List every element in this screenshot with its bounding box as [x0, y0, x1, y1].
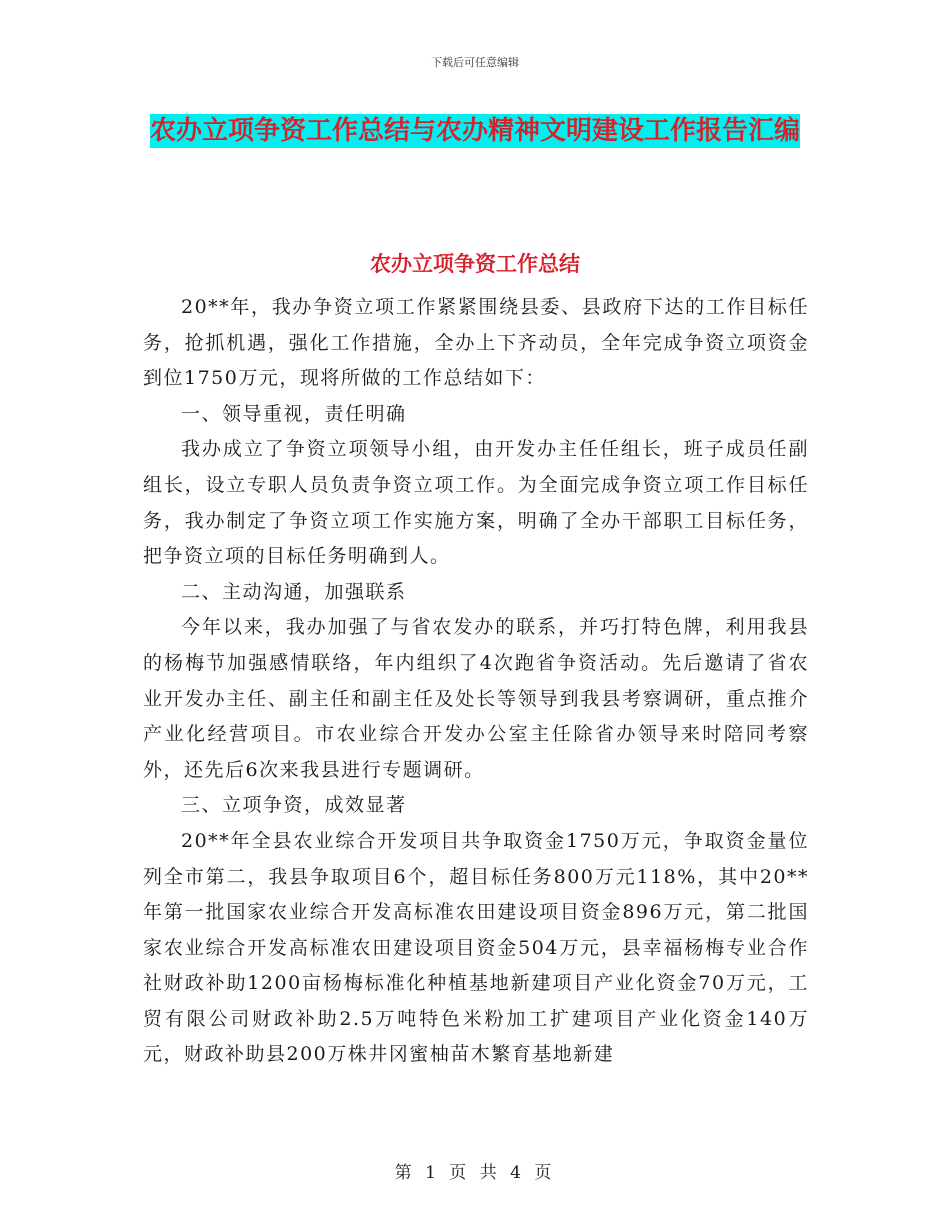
heading-3: 三、立项争资，成效显著 — [181, 794, 407, 817]
paragraph-1: 我办成立了争资立项领导小组，由开发办主任任组长，班子成员任副组长，设立专职人员负责争资立项工作。为全面完成争资立项工作目标任务，我办制定了争资立项工作实施方案，明确了全办干部职工目标任务，把争资立项的目标任务明确到人。 — [143, 438, 809, 568]
section-title: 农办立项争资工作总结 — [370, 252, 580, 276]
heading-1: 一、领导重视，责任明确 — [181, 402, 407, 425]
paragraph-intro: 20**年，我办争资立项工作紧紧围绕县委、县政府下达的工作目标任务，抢抓机遇，强化工作措施，全办上下齐动员，全年完成争资立项资金到位1750万元，现将所做的工作总结如下： — [143, 296, 809, 390]
heading-2: 二、主动沟通，加强联系 — [181, 580, 407, 603]
document-title — [120, 108, 830, 154]
document-body — [143, 290, 809, 1073]
document-title-text: 农办立项争资工作总结与农办精神文明建设工作报告汇编 — [149, 116, 800, 146]
paragraph-2: 今年以来，我办加强了与省农发办的联系，并巧打特色牌，利用我县的杨梅节加强感情联络，年内组织了4次跑省争资活动。先后邀请了省农业开发办主任、副主任和副主任及处长等领导到我县考察调研，重点推介产业化经营项目。市农业综合开发办公室主任除省办领导来时陪同考察外，还先后6次来我县进行专题调研。 — [143, 616, 809, 781]
header-note: 下载后可任意编辑 — [431, 56, 519, 69]
paragraph-3: 20**年全县农业综合开发项目共争取资金1750万元，争取资金量位列全市第二，我县争取项目6个，超目标任务800万元118%，其中20**年第一批国家农业综合开发高标准农田建设项目资金896万元，第二批国家农业综合开发高标准农田建设项目资金504万元，县幸福杨梅专业合作社财政补助1200亩杨梅标准化种植基地新建项目产业化资金70万元，工贸有限公司财政补助2.5万吨特色米粉加工扩建项目产业化资金140万元，财政补助县200万株井冈蜜柚苗木繁育基地新建 — [143, 829, 809, 1066]
page-footer: 第 1 页 共 4 页 — [394, 1163, 556, 1183]
